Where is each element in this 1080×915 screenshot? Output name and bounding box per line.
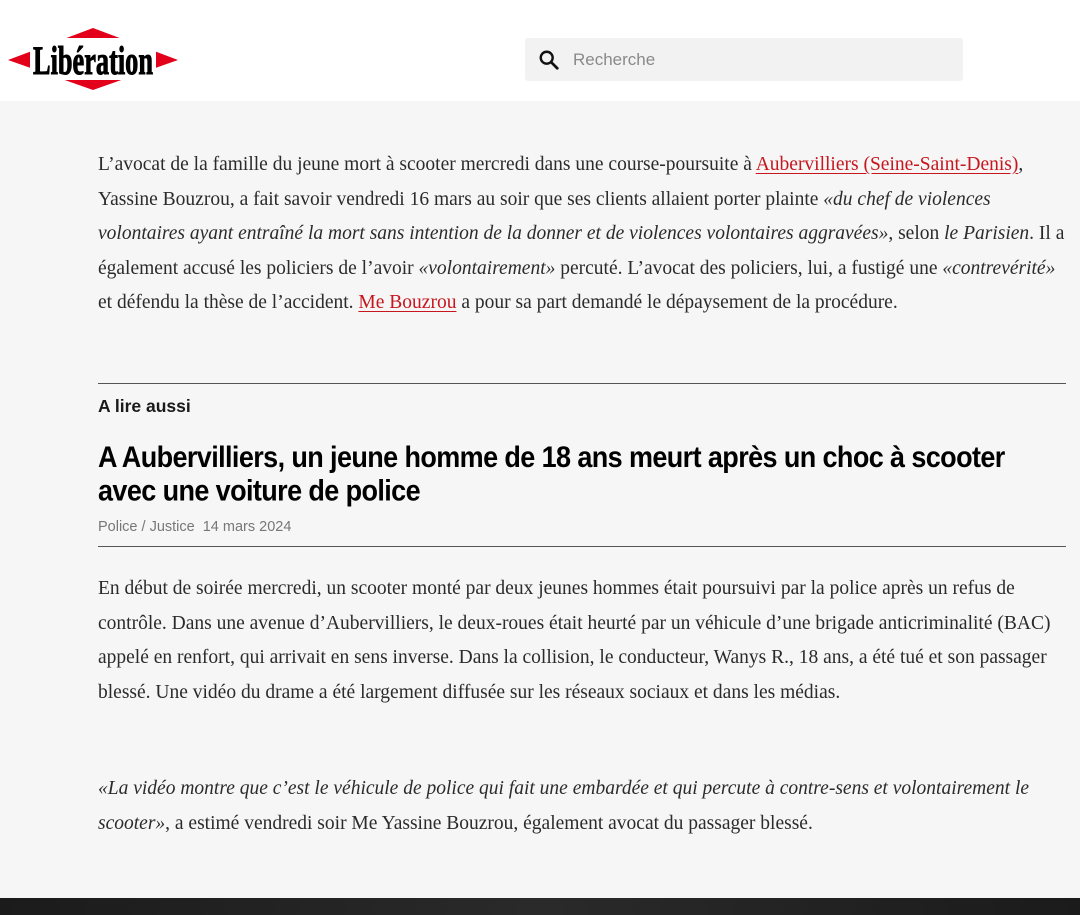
logo-text: Libération [33, 38, 153, 83]
article-paragraph-1: L’avocat de la famille du jeune mort à scooter mercredi dans une course-poursuite à Aubervilliers (Seine-Saint-Denis), Yassine Bouzrou, a fait savoir vendredi 16 mars au soir que ses clients allaient porter plainte «du chef de violences volontaires ayant entraîné la mort sans intention de la donner et de violences volontaires aggravées», selon le Parisien. Il a également accusé les policiers de l’avoir «volontairement» percuté. L’avocat des policiers, lui, a fustigé une «contrevérité» et défendu la thèse de l’accident. Me Bouzrou a pour sa part demandé le dépaysement de la procédure. [98, 154, 1065, 313]
search-icon[interactable] [538, 49, 560, 71]
search-input[interactable] [573, 38, 953, 81]
related-top-divider [98, 383, 1066, 384]
related-bottom-divider [98, 546, 1066, 547]
link-aubervilliers[interactable]: Aubervilliers (Seine-Saint-Denis) [755, 154, 1019, 175]
article-paragraph-2: En début de soirée mercredi, un scooter monté par deux jeunes hommes était poursuivi par la police après un refus de contrôle. Dans une avenue d’Aubervilliers, le deux-roues était heurté par un véhicule d’une brigade anticriminalité (BAC) appelé en renfort, qui arrivait en sens inverse. Dans la collision, le conducteur, Wanys R., 18 ans, a été tué et son passager blessé. Une vidéo du drame a été largement diffusée sur les réseaux sociaux et dans les médias. [98, 578, 1051, 703]
liberation-logo[interactable] [8, 28, 178, 90]
related-date: 14 mars 2024 [202, 519, 292, 535]
search-box[interactable] [525, 38, 963, 81]
related-label: A lire aussi [98, 396, 191, 416]
related-article-title[interactable]: A Aubervilliers, un jeune homme de 18 ans meurt après un choc à scooter avec une voiture de police [98, 441, 1005, 507]
related-section: Police / Justice [98, 519, 195, 535]
site-header [0, 0, 1080, 101]
related-meta [98, 519, 299, 535]
bottom-bar [0, 898, 1080, 915]
link-me-bouzrou[interactable]: Me Bouzrou [358, 292, 457, 313]
logo-graphic [8, 28, 178, 90]
article-paragraph-3: «La vidéo montre que c’est le véhicule de police qui fait une embardée et qui percute à contre-sens et volontairement le scooter», a estimé vendredi soir Me Yassine Bouzrou, également avocat du passager blessé. [98, 778, 1030, 834]
